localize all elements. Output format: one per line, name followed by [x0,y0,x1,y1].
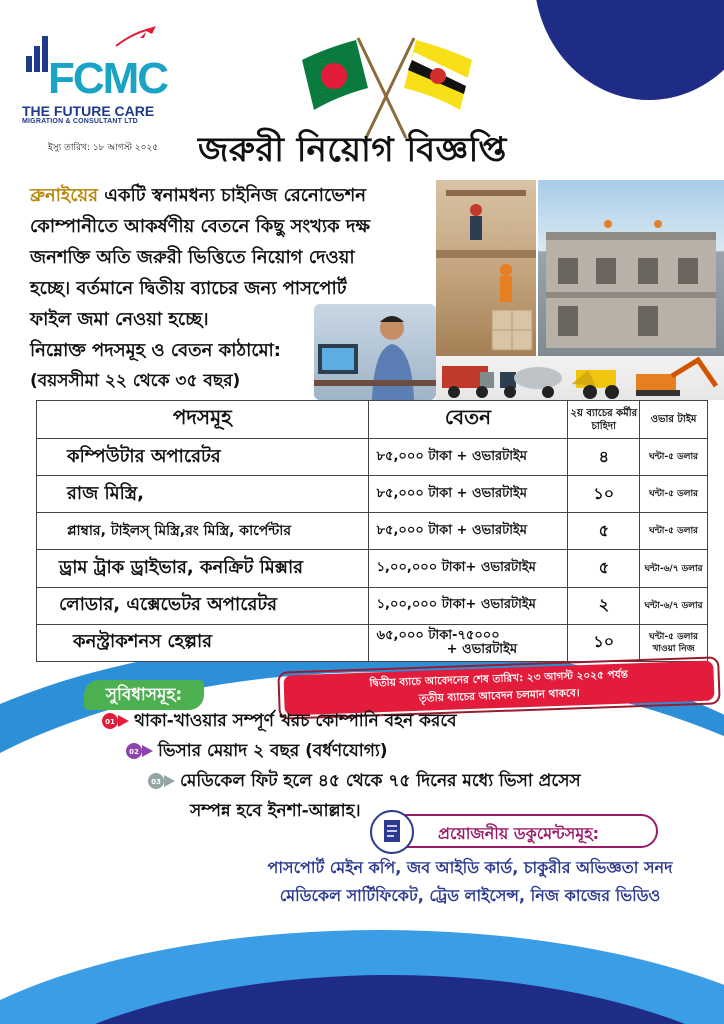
construction-vehicles-photo [436,356,724,400]
overtime-cell [640,624,708,661]
airplane-icon [114,24,158,54]
overtime-cell: ঘন্টা-৫ ডলার [640,476,708,513]
svg-text:03: 03 [151,778,161,786]
age-range: (বয়সসীমা ২২ থেকে ৩৫ বছর) [30,371,241,391]
benefits-label: সুবিধাসমূহ: [84,680,204,710]
header-salary: বেতন [368,401,568,439]
header-positions: পদসমূহ [37,401,369,439]
benefit-item [146,768,581,796]
arrow-bullet-icon [100,711,130,731]
documents-line-2: মেডিকেল সার্টিফিকেট, ট্রেড লাইসেন্স, নিজ কাজের ভিডিও [279,886,661,905]
benefit-text-continued: সম্পন্ন হবে ইনশা-আল্লাহ। [190,801,361,821]
bangladesh-flag [302,40,368,110]
position-cell: ড্রাম ট্রাক ড্রাইভার, কনক্রিট মিক্সার [37,550,369,587]
salary-cell: ১,০০,০০০ টাকা+ ওভারটাইম [368,550,568,587]
benefit-item [124,738,388,766]
table-row [37,587,708,624]
header-demand: ২য় ব্যাচের কর্মীর চাহিদা [568,401,640,439]
job-positions-table [36,400,708,662]
documents-list [220,854,720,910]
demand-cell: ১০ [568,476,640,513]
benefit-text: থাকা-খাওয়ার সম্পূর্ণ খরচ কোম্পানি বহন করবে [134,711,457,731]
computer-operator-photo [314,304,436,400]
salary-range: ৬৫,০০০ টাকা-৭৫০০০ [376,627,500,643]
salary-cell: ৮৫,০০০ টাকা + ওভারটাইম [368,439,568,476]
position-cell: কনস্ট্রাকশনস হেল্পার [37,624,369,661]
demand-cell: ৫ [568,550,640,587]
salary-cell: ৮৫,০০০ টাকা + ওভারটাইম [368,476,568,513]
food-note: খাওয়া নিজ [652,643,695,654]
deadline-line-2: তৃতীয় ব্যাচের আবেদন চলমান থাকবে। [418,687,580,705]
overtime-cell: ঘন্টা-৬/৭ ডলার [640,550,708,587]
arrow-bullet-icon [146,771,176,791]
svg-text:01: 01 [105,718,115,726]
position-cell: লোডার, এক্সেভেটর অপারেটর [37,587,369,624]
demand-cell: ২ [568,587,640,624]
deadline-line-1: দ্বিতীয় ব্যাচে আবেদনের শেষ তারিখ: ২৩ আগস্ট ২০২৫ পর্যন্ত [369,668,629,690]
position-cell: প্লাম্বার, টাইলস্ মিস্ত্রি,রং মিস্ত্রি, কার্পেন্টার [37,513,369,550]
header-overtime: ওভার টাইম [640,401,708,439]
benefit-text: ভিসার মেয়াদ ২ বছর (বর্ধণযোগ্য) [158,741,388,761]
overtime-cell: ঘন্টা-৫ ডলার [640,439,708,476]
overtime-rate: ঘন্টা-৫ ডলার [649,631,699,642]
corner-circle-decoration [534,0,724,100]
salary-overtime: + ওভারটাইম [446,641,518,657]
demand-cell: ১০ [568,624,640,661]
country-name: ব্রুনাইয়ের [30,185,99,206]
brunei-flag [404,40,472,110]
intro-line-2: কোম্পানীতে আকর্ষণীয় বেতনে কিছু সংখ্যক দক্ষ [30,216,371,237]
intro-line-3: জনশক্তি অতি জরুরী ভিত্তিতে নিয়োগ দেওয়া [30,247,355,268]
demand-cell: ৪ [568,439,640,476]
table-row [37,439,708,476]
intro-line-6: নিম্নোক্ত পদসমূহ ও বেতন কাঠামো: [30,340,281,361]
table-row [37,513,708,550]
documents-label: প্রয়োজনীয় ডকুমেন্টসমূহ: [438,824,600,843]
company-name: THE FUTURE CARE [22,103,155,119]
documents-banner [386,814,658,848]
construction-worker-photo [436,180,536,356]
document-icon [370,810,414,854]
intro-line-5: ফাইল জমা নেওয়া হচ্ছে। [30,309,209,330]
table-row [37,624,708,661]
overtime-cell: ঘন্টা-৫ ডলার [640,513,708,550]
table-row [37,476,708,513]
demand-cell: ৫ [568,513,640,550]
intro-line-1: একটি স্বনামধন্য চাইনিজ রেনোভেশন [98,185,367,206]
position-cell: রাজ মিস্ত্রি, [37,476,369,513]
overtime-cell: ঘন্টা-৬/৭ ডলার [640,587,708,624]
logo-letters: FCMC [48,54,168,103]
table-header-row [37,401,708,439]
company-subtitle: MIGRATION & CONSULTANT LTD [22,118,138,125]
page-title: জরুরী নিয়োগ বিজ্ঞপ্তি [198,130,507,170]
issue-date: ইস্যু তারিখ: ১৮ আগস্ট ২০২৫ [48,143,159,153]
salary-cell: ১,০০,০০০ টাকা+ ওভারটাইম [368,587,568,624]
benefit-text: মেডিকেল ফিট হলে ৪৫ থেকে ৭৫ দিনের মধ্যে ভিসা প্রসেস [180,771,581,791]
documents-line-1: পাসপোর্ট মেইন কপি, জব আইডি কার্ড, চাকুরীর অভিজ্ঞতা সনদ [267,858,673,877]
arrow-bullet-icon [124,741,154,761]
building-construction-photo [538,180,724,356]
benefit-item [100,708,457,736]
salary-cell: ৮৫,০০০ টাকা + ওভারটাইম [368,513,568,550]
intro-line-4: হচ্ছে। বর্তমানে দ্বিতীয় ব্যাচের জন্য পাসপোর্ট [30,278,347,299]
company-logo [22,18,182,125]
position-cell: কম্পিউটার অপারেটর [37,439,369,476]
salary-cell [368,624,568,661]
svg-text:02: 02 [129,748,139,756]
table-row [37,550,708,587]
